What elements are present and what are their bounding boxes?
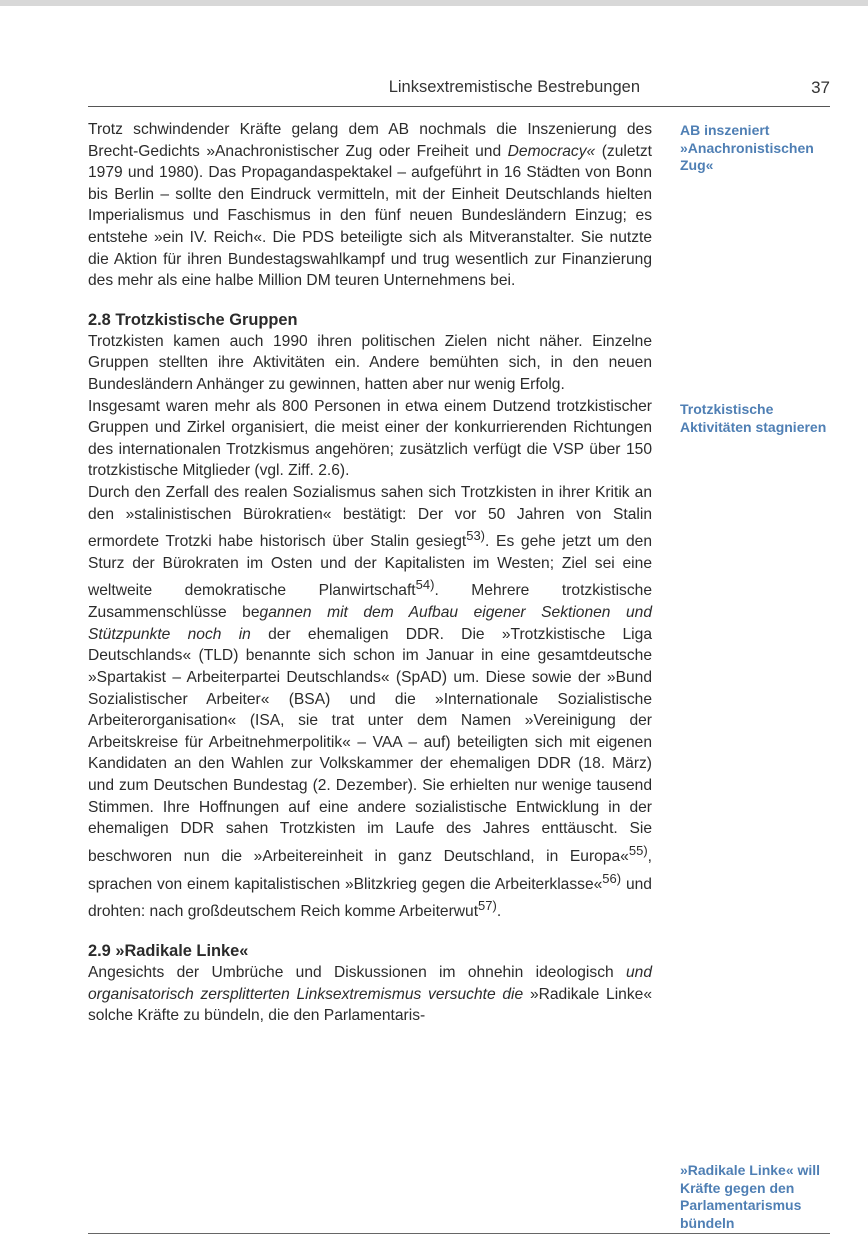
- section-heading-2-8: 2.8 Trotzkistische Gruppen: [88, 310, 298, 329]
- page-header: [88, 72, 830, 107]
- paragraph-trotzkisten-1990: Trotzkisten kamen auch 1990 ihren politischen Zielen nicht näher. Einzelne Gruppen stellten ihre Aktivitäten ein. Andere bemühten sich, in den neuen Bundesländern Anhänger zu gewinnen, hatten aber nur wenig Erfolg.: [88, 332, 652, 393]
- footnote-ref-55: 55): [628, 842, 648, 858]
- paragraph-ab-anachronistischer-zug: [88, 119, 652, 292]
- paragraph-radikale-linke: [88, 962, 652, 1027]
- text-run: »Radikale Linke« solche Kräfte zu bündeln, die den Parlamentaris-: [88, 985, 652, 1025]
- text-run: Angesichts der Umbrüche und Diskussionen im ohnehin ideologisch: [88, 964, 626, 982]
- paragraph-800-personen: Insgesamt waren mehr als 800 Personen in etwa einem Dutzend trotzkistischer Gruppen und Zirkel organisiert, die meist einer der konkurrierenden Richtungen des internationalen Trotzkismus angehören; zusätzlich verfügt die VSP über 150 trotzkistische Mitglieder (vgl. Ziff. 2.6).: [88, 397, 652, 480]
- main-text-column: [88, 119, 652, 1027]
- footnote-ref-54: 54): [415, 577, 435, 593]
- bottom-rule: [88, 1233, 830, 1234]
- paragraph-zerfall-sozialismus: [88, 482, 652, 923]
- running-title: Linksextremistische Bestrebungen: [388, 78, 640, 96]
- footnote-ref-53: 53): [466, 528, 486, 544]
- footnote-ref-57: 57): [478, 898, 497, 914]
- text-run: Trotz schwindender Kräfte gelang dem AB nochmals die Inszenierung des Brecht-Gedichts »Anachronistischer Zug oder Freiheit und: [88, 121, 652, 160]
- text-run: .: [496, 903, 502, 921]
- top-scan-edge: [0, 0, 868, 6]
- section-heading-2-9: 2.9 »Radikale Linke«: [88, 942, 249, 961]
- margin-note-ab: AB inszeniert »Anachronistischen Zug«: [680, 122, 814, 173]
- footnote-ref-56: 56): [602, 870, 622, 886]
- text-run: und drohten: nach großdeutschem Reich komme Arbeiterwut: [88, 875, 652, 921]
- margin-note-trotzkisten: Trotzkistische Aktivitäten stagnieren: [680, 401, 827, 435]
- margin-note-radikale-linke: »Radikale Linke« will Kräfte gegen den Parlamentarismus bündeln: [680, 1162, 821, 1231]
- text-run: (zuletzt 1979 und 1980). Das Propagandaspektakel – aufgeführt in 16 Städten von Bonn bis Berlin – sollte den Eindruck vermitteln, mit der Einheit Deutschlands hielten Imperialismus und Faschismus in den fünf neuen Bundesländern Einzug; es entstehe »ein IV. Reich«. Die PDS beteiligte sich als Mitveranstalter. Sie nutzte die Aktion für ihren Bundestagswahlkampf und trug wesentlich zur Finanzierung des mehr als eine halbe Million DM teuren Unternehmens bei.: [88, 142, 652, 290]
- text-run: . Mehrere trotzkistische Zusammenschlüsse be: [88, 582, 652, 622]
- text-run: Durch den Zerfall des realen Sozialismus sahen sich Trotzkisten in ihrer Kritik an den »stalinistischen Bürokratien« bestätigt: Der vor 50 Jahren von Stalin ermordete Trotzki habe historisch über Stalin gesiegt: [88, 483, 652, 551]
- text-run: , sprachen von einem kapitalistischen »Blitzkrieg gegen die Arbeiterklasse«: [88, 847, 652, 893]
- italic-run: gannen mit dem Aufbau eigener Sektionen und Stützpunkte noch in: [88, 604, 653, 643]
- text-run: der ehemaligen DDR. Die »Trotzkistische Liga Deutschlands« (TLD) benannte sich schon im Januar in eine gesamtdeutsche »Spartakist – Arbeiterpartei Deutschlands« (SpAD) um. Diese sowie der »Bund Sozialistischer Arbeiter« (BSA) und die »Internationale Sozialistische Arbeiterorganisation« (ISA, sie trat unter dem Namen »Vereinigung der Arbeitskreise für Arbeitnehmerpolitik« – VAA – auf) beteiligten sich mit eigenen Kandidaten an den Wahlen zur Volkskammer der ehemaligen DDR (18. März) und zum Deutschen Bundestag (2. Dezember). Sie erhielten nur wenige tausend Stimmen. Ihre Hoffnungen auf eine andere sozialistische Entwicklung in der ehemaligen DDR sahen Trotzkisten im Laufe des Jahres enttäuscht. Sie beschworen nun die »Arbeitereinheit in ganz Deutschland, in Europa«: [88, 625, 652, 865]
- italic-run: und organisatorisch zersplitterten Linksextremismus versuchte die: [88, 964, 652, 1003]
- page-number: 37: [811, 78, 830, 97]
- text-run: . Es gehe jetzt um den Sturz der Bürokraten im Osten und der Kapitalisten im Westen; Ziel sei eine weltweite demokratische Planwirtschaft: [88, 533, 652, 600]
- italic-run: Democracy«: [507, 142, 596, 160]
